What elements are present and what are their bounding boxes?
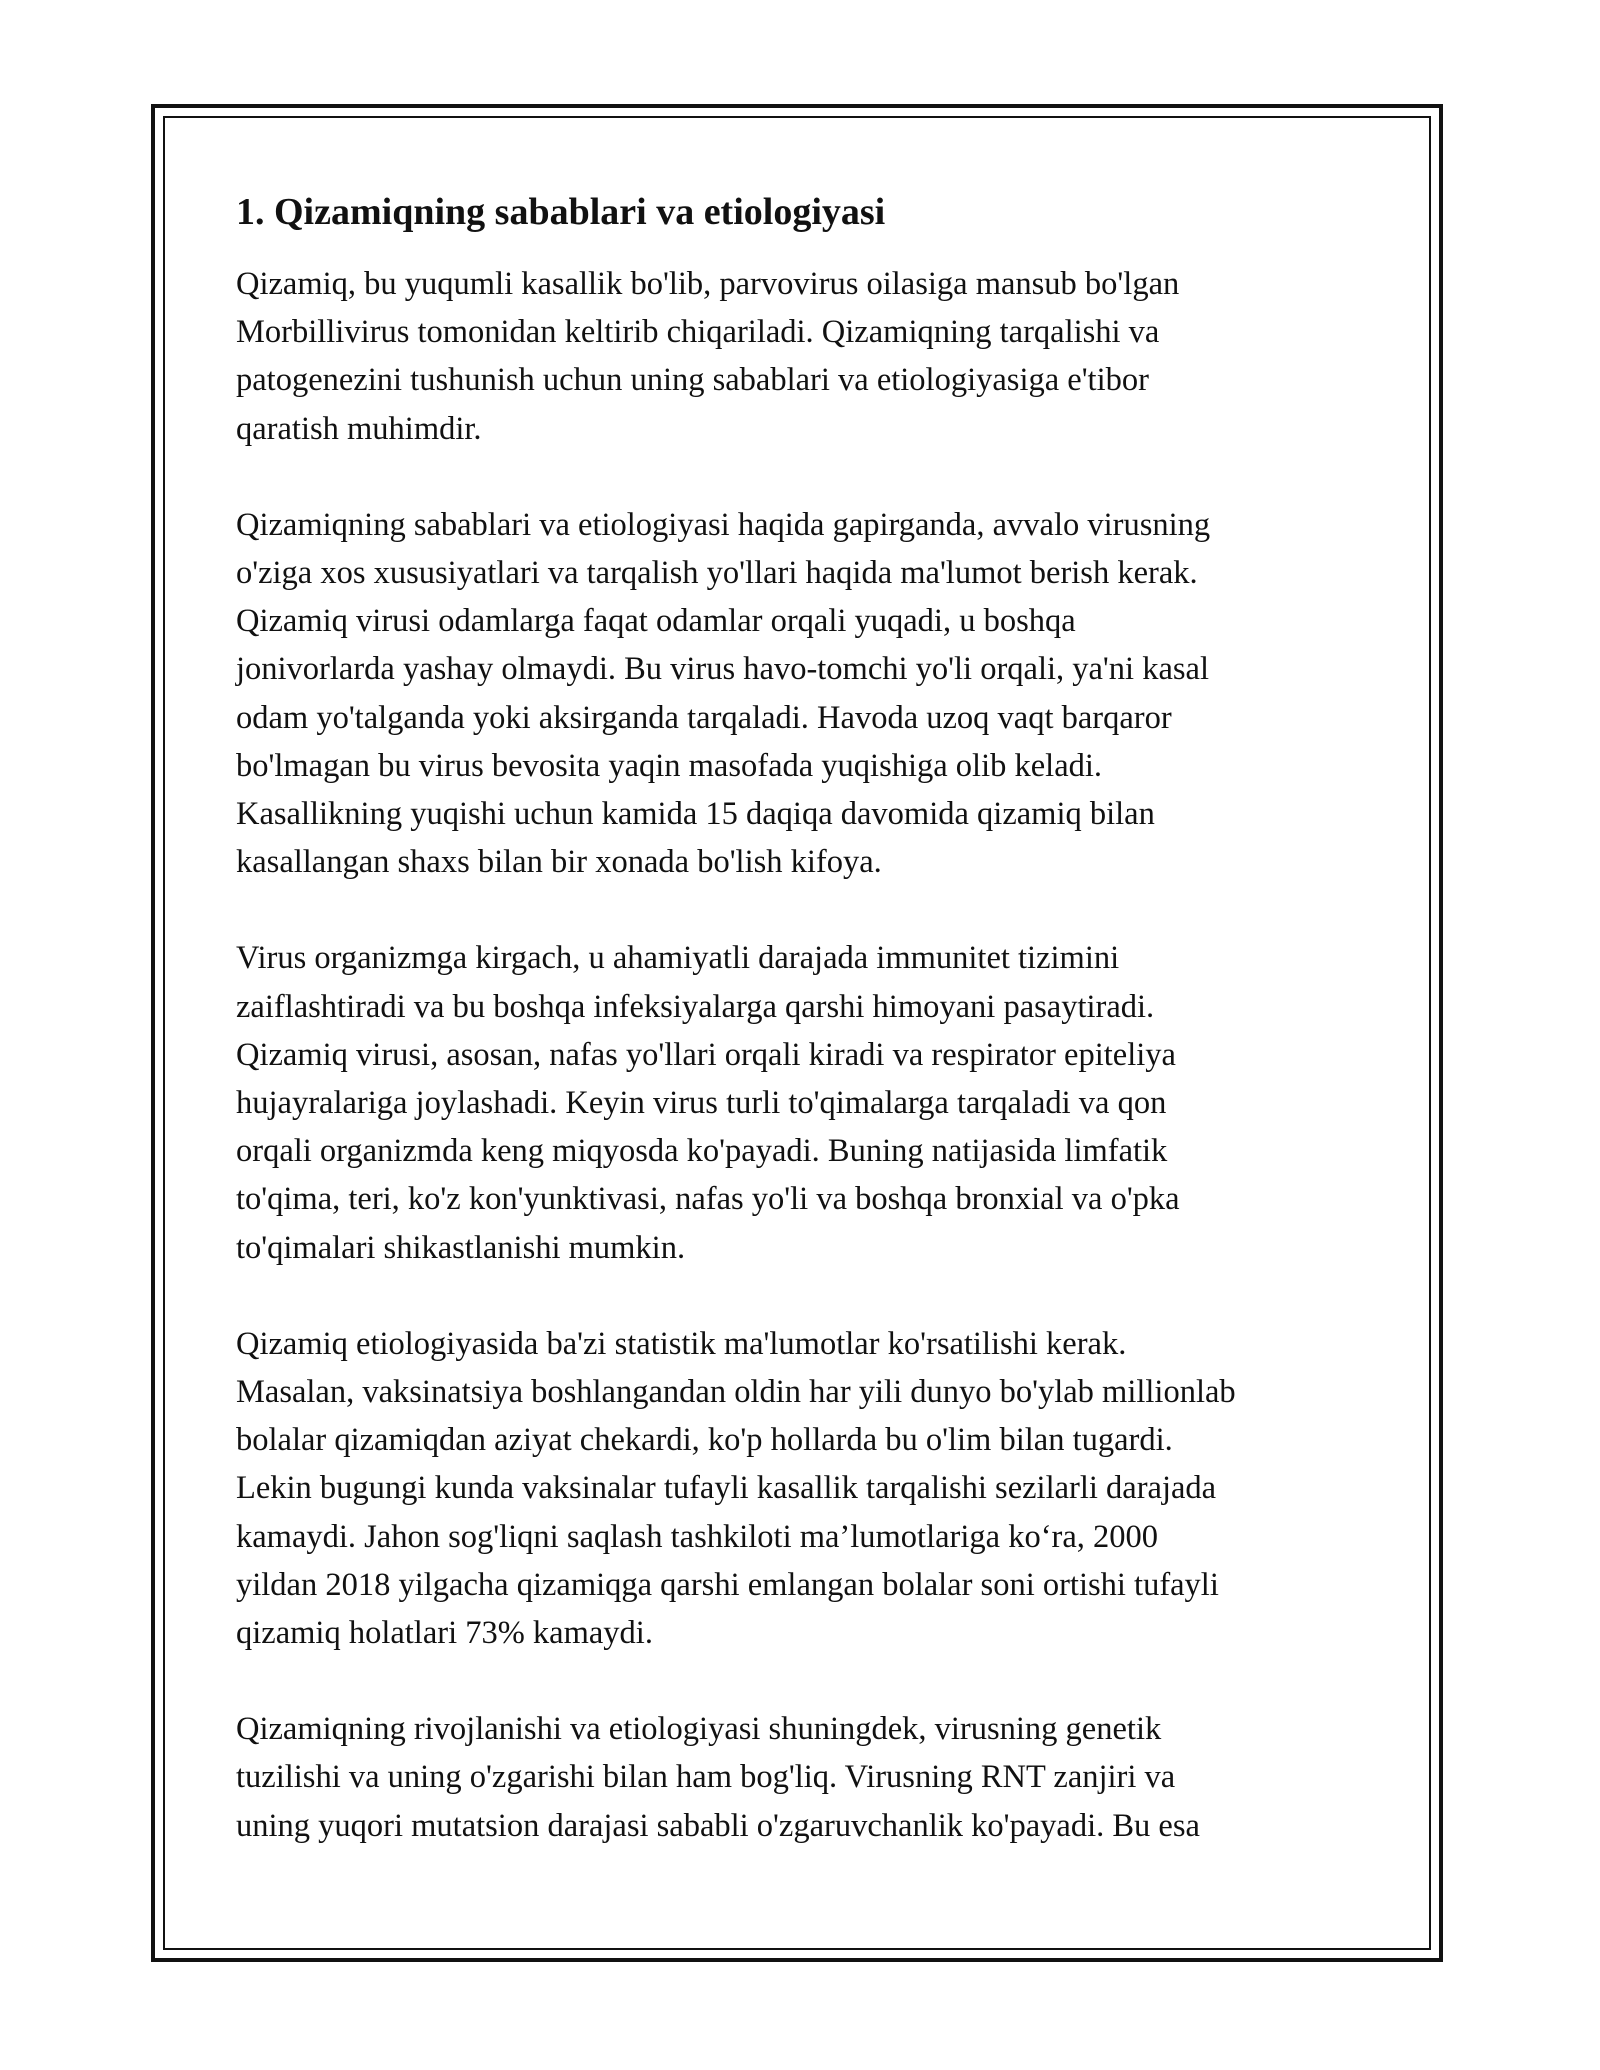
paragraph-line: zaiflashtiradi va bu boshqa infeksiyalarga qarshi himoyani pasaytiradi.: [236, 988, 1155, 1025]
paragraph-4: [236, 1320, 1386, 1657]
paragraph-line: Kasallikning yuqishi uchun kamida 15 daqiqa davomida qizamiq bilan: [236, 796, 1155, 833]
paragraph-line: Lekin bugungi kunda vaksinalar tufayli kasallik tarqalishi sezilarli darajada: [236, 1470, 1217, 1507]
paragraph-line: yildan 2018 yilgacha qizamiqga qarshi emlangan bolalar soni ortishi tufayli: [236, 1566, 1219, 1603]
document-body: [236, 186, 1386, 1898]
paragraph-line: qaratish muhimdir.: [236, 410, 482, 447]
section-heading: 1. Qizamiqning sabablari va etiologiyasi: [236, 191, 886, 233]
paragraph-5: [236, 1705, 1386, 1850]
paragraph-line: tuzilishi va uning o'zgarishi bilan ham bog'liq. Virusning RNT zanjiri va: [236, 1759, 1176, 1796]
paragraph-line: Qizamiq etiologiyasida ba'zi statistik ma'lumotlar ko'rsatilishi kerak.: [236, 1325, 1127, 1362]
paragraph-1: [236, 260, 1386, 453]
paragraph-line: Qizamiqning sabablari va etiologiyasi haqida gapirganda, avvalo virusning: [236, 506, 1211, 543]
paragraph-line: Qizamiqning rivojlanishi va etiologiyasi shuningdek, virusning genetik: [236, 1711, 1162, 1748]
paragraph-3: [236, 934, 1386, 1271]
paragraph-line: hujayralariga joylashadi. Keyin virus turli to'qimalarga tarqaladi va qon: [236, 1085, 1167, 1122]
paragraph-line: uning yuqori mutatsion darajasi sababli o'zgaruvchanlik ko'payadi. Bu esa: [236, 1807, 1200, 1844]
paragraph-line: qizamiq holatlari 73% kamaydi.: [236, 1615, 653, 1652]
paragraph-line: Qizamiq virusi odamlarga faqat odamlar orqali yuqadi, u boshqa: [236, 603, 1076, 640]
paragraph-line: Qizamiq virusi, asosan, nafas yo'llari orqali kiradi va respirator epiteliya: [236, 1036, 1176, 1073]
paragraph-line: Virus organizmga kirgach, u ahamiyatli darajada immunitet tizimini: [236, 940, 1120, 977]
paragraph-line: orqali organizmda keng miqyosda ko'payadi. Buning natijasida limfatik: [236, 1133, 1168, 1170]
paragraph-line: odam yo'talganda yoki aksirganda tarqaladi. Havoda uzoq vaqt barqaror: [236, 699, 1172, 736]
paragraph-line: kamaydi. Jahon sog'liqni saqlash tashkiloti ma’lumotlariga ko‘ra, 2000: [236, 1518, 1159, 1555]
paragraph-line: Masalan, vaksinatsiya boshlangandan oldin har yili dunyo bo'ylab millionlab: [236, 1374, 1236, 1411]
paragraph-line: Morbillivirus tomonidan keltirib chiqariladi. Qizamiqning tarqalishi va: [236, 314, 1160, 351]
paragraph-line: to'qima, teri, ko'z kon'yunktivasi, nafas yo'li va boshqa bronxial va o'pka: [236, 1181, 1180, 1218]
paragraph-line: bolalar qizamiqdan aziyat chekardi, ko'p hollarda bu o'lim bilan tugardi.: [236, 1422, 1173, 1459]
paragraph-line: Qizamiq, bu yuqumli kasallik bo'lib, parvovirus oilasiga mansub bo'lgan: [236, 266, 1180, 302]
paragraph-line: o'ziga xos xususiyatlari va tarqalish yo'llari haqida ma'lumot berish kerak.: [236, 555, 1198, 592]
paragraph-line: to'qimalari shikastlanishi mumkin.: [236, 1229, 686, 1266]
paragraph-line: kasallangan shaxs bilan bir xonada bo'lish kifoya.: [236, 844, 882, 881]
paragraph-line: patogenezini tushunish uchun uning sabablari va etiologiyasiga e'tibor: [236, 362, 1149, 399]
paragraph-2: [236, 501, 1386, 887]
paragraph-line: bo'lmagan bu virus bevosita yaqin masofada yuqishiga olib keladi.: [236, 747, 1103, 784]
paragraph-line: jonivorlarda yashay olmaydi. Bu virus havo-tomchi yo'li orqali, ya'ni kasal: [236, 651, 1209, 688]
